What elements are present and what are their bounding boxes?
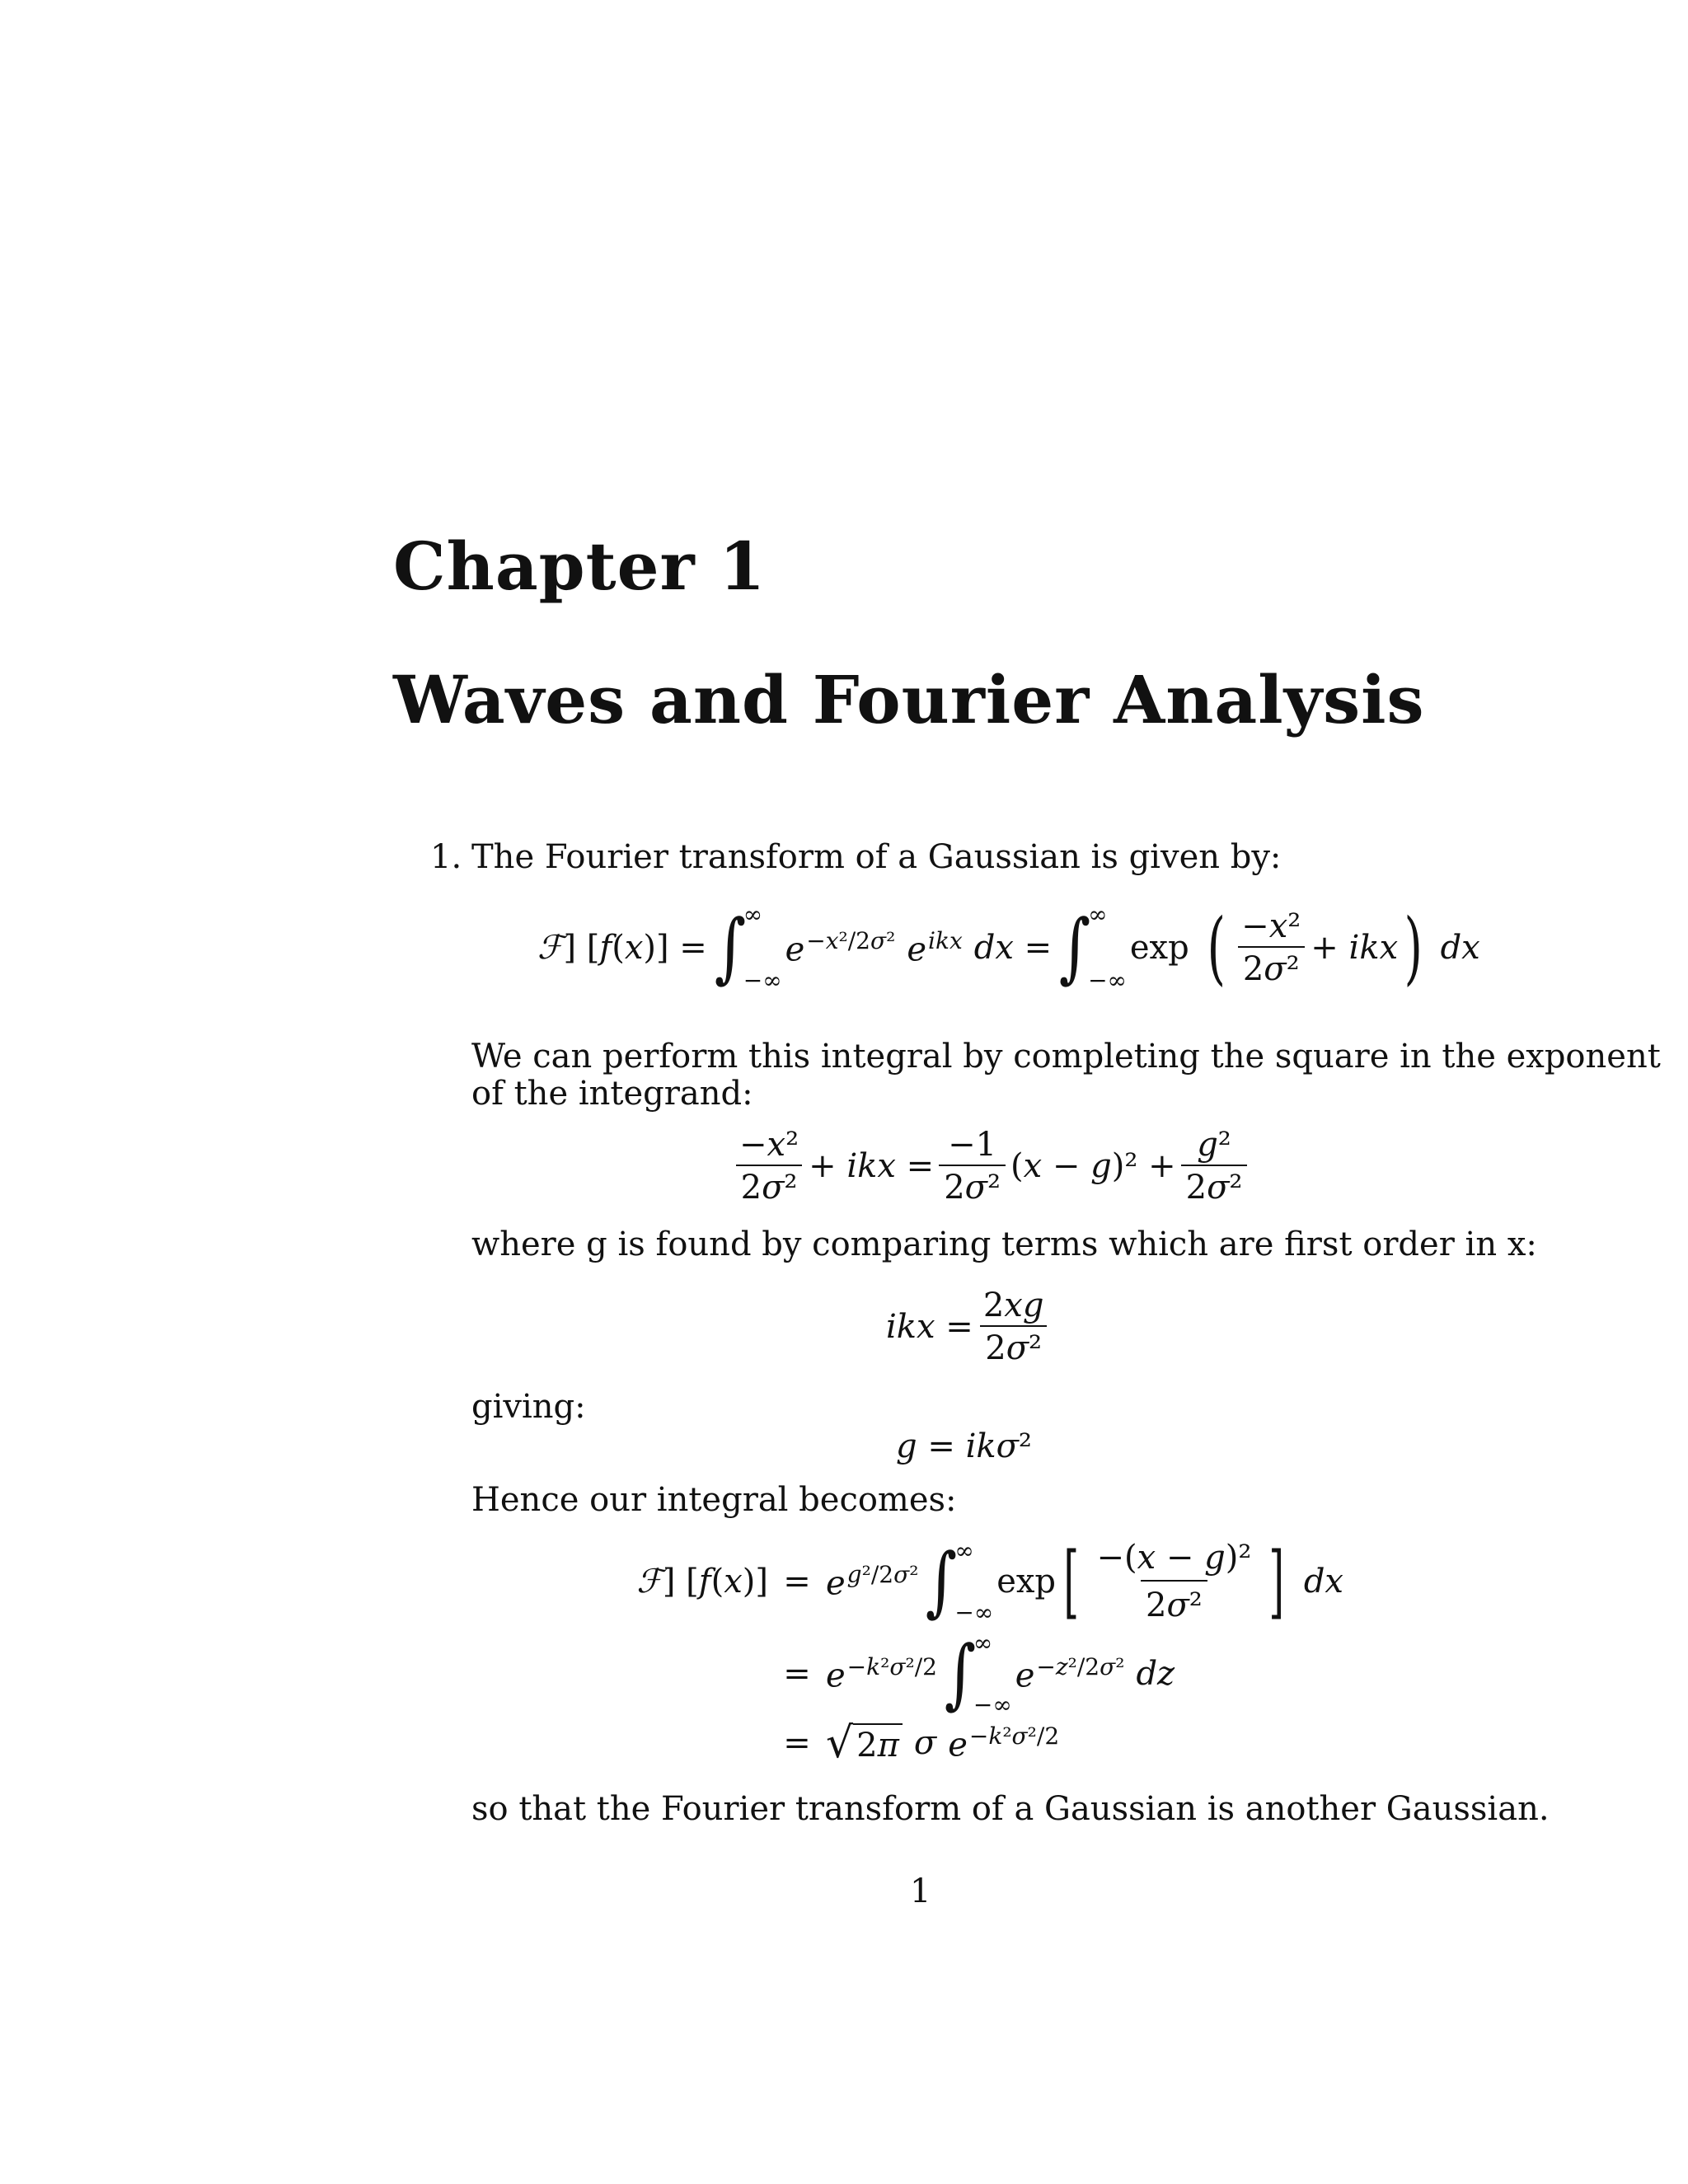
paragraph-first-order: where g is found by comparing terms which are first order in x: xyxy=(471,1226,1537,1263)
chapter-label: Chapter 1 xyxy=(393,527,767,605)
paragraph-giving: giving: xyxy=(471,1388,586,1426)
chapter-title: Waves and Fourier Analysis xyxy=(393,661,1425,738)
problem-number: 1. xyxy=(430,838,462,876)
equation-completed-square: $\frac{\text{−x²}}{\text{2σ²}}$ + ikx = $\frac{-1}{\text{2σ²}}$ (x − g)² + $\frac{\text{g²}}{\text{2σ²}}$ xyxy=(729,1121,1252,1212)
page-number: 1 xyxy=(910,1872,931,1910)
equation-integral-result: ℱ] [f(x)] = $e^{g^2/2\sigma^2}$ ∫ ∞ −∞ exp [ $\frac{\text{−(x − g)²}}{\text{2σ²}}$ ] dx = $e^{-k^2\sigma^2/2}$ ∫ ∞ −∞ $e^{-z^2/2\sigma^2}$ dz = √ 2π σ $e^{-k^2\sigma^2/2}$ xyxy=(636,1535,1343,1768)
equation-first-order-terms: ikx = $\frac{2xg}{\text{2σ²}}$ xyxy=(886,1282,1053,1372)
paragraph-hence: Hence our integral becomes: xyxy=(471,1481,957,1519)
equation-fourier-definition: ℱ] [f(x)] = ∫ ∞ −∞ $e^{-x^2/2\sigma^2}$ $e^{ikx}$ dx = ∫ ∞ −∞ exp ( $\frac{\text{−x²}}{\text{2σ²}}$ + ikx ) dx xyxy=(537,901,1480,994)
paragraph-completing-square-line1: We can perform this integral by completing the square in the exponent xyxy=(471,1038,1661,1076)
problem-intro: The Fourier transform of a Gaussian is given by: xyxy=(471,838,1282,876)
equation-g-value: g = ikσ² xyxy=(896,1427,1032,1465)
paragraph-completing-square-line2: of the integrand: xyxy=(471,1075,753,1113)
paragraph-conclusion: so that the Fourier transform of a Gaussian is another Gaussian. xyxy=(471,1790,1550,1828)
